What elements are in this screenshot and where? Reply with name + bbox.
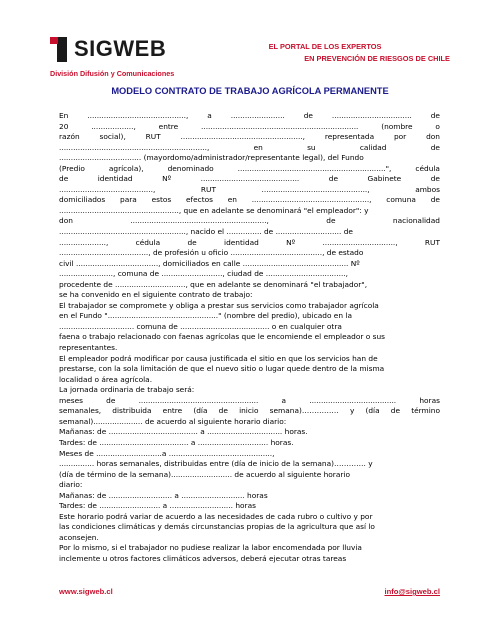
line-text: efectos bbox=[185, 195, 213, 205]
line-text: ......................., comuna de .........................., ciudad de .................................., bbox=[59, 269, 349, 279]
document-line bbox=[59, 417, 440, 428]
document-line bbox=[59, 449, 440, 460]
line-text: en bbox=[253, 142, 263, 152]
portal-tagline bbox=[200, 41, 450, 65]
line-text: semanal)..................... de acuerdo al siguiente horario diario: bbox=[59, 416, 287, 426]
line-text: denominado bbox=[167, 163, 214, 173]
line-text: .......................................... bbox=[200, 174, 300, 184]
line-text: ....................... bbox=[230, 111, 285, 120]
line-text: entre bbox=[162, 406, 183, 416]
document-line bbox=[59, 364, 440, 375]
website-link[interactable]: www.sigweb.cl bbox=[59, 587, 113, 596]
document-line bbox=[59, 174, 440, 185]
line-text: RUT bbox=[200, 184, 216, 194]
division-label: División Difusión y Comunicaciones bbox=[50, 69, 175, 78]
line-text: por bbox=[393, 132, 407, 142]
line-text: ...............................................................", bbox=[237, 163, 392, 173]
line-text: ................................... (mayordomo/administrador/representante legal), del Fundo bbox=[59, 153, 364, 163]
line-text: calidad bbox=[359, 142, 387, 152]
document-line bbox=[59, 396, 440, 407]
document-line bbox=[59, 269, 440, 280]
line-text: aconsejen. bbox=[59, 532, 99, 542]
line-text: agrícola), bbox=[108, 163, 144, 173]
document-line bbox=[59, 354, 440, 365]
line-text: de bbox=[303, 111, 313, 120]
line-text: ................................ comuna de ...................................... o en cualquier otra bbox=[59, 321, 342, 331]
line-text: Tardes: de ...................................... a .............................. horas. bbox=[59, 437, 294, 447]
line-text: distribuida bbox=[112, 406, 152, 416]
line-text: .................., bbox=[91, 121, 136, 131]
document-line bbox=[59, 111, 440, 122]
line-text: La jornada ordinaria de trabajo será: bbox=[59, 385, 195, 395]
line-text: El empleador podrá modificar por causa justificada el sitio en que los servicios han de bbox=[59, 353, 378, 363]
document-line bbox=[59, 385, 440, 396]
logo-mark-icon bbox=[50, 37, 72, 62]
line-text: En bbox=[59, 111, 69, 120]
portal-line-2: EN PREVENCIÓN DE RIESGOS DE CHILE bbox=[304, 54, 450, 63]
line-text: inclemente u otros factores climáticos adversos, deberá ejecutar otras tareas bbox=[59, 553, 347, 563]
line-text: ...................................................., bbox=[180, 132, 306, 142]
line-text: Nº bbox=[162, 174, 172, 184]
document-line bbox=[59, 522, 440, 533]
line-text: (Predio bbox=[59, 163, 85, 173]
line-text: El trabajador se compromete y obliga a prestar sus servicios como trabajador agrícola bbox=[59, 300, 379, 310]
line-text: ..................................................., que en adelante se denominará "el empleador": y bbox=[59, 205, 369, 215]
line-text: domiciliados bbox=[59, 195, 106, 205]
line-text: en bbox=[227, 195, 237, 205]
portal-line-1: EL PORTAL DE LOS EXPERTOS bbox=[268, 42, 382, 51]
line-text: ..................................... bbox=[309, 395, 397, 405]
logo-text: SIGWEB bbox=[74, 36, 167, 61]
line-text: ambos bbox=[415, 184, 440, 194]
line-text: civil ..................................., domiciliados en calle ............................................. Nº bbox=[59, 258, 360, 268]
document-body bbox=[59, 111, 440, 565]
line-text: de bbox=[326, 216, 336, 226]
line-text: Mañanas: de ........................... a ........................... horas bbox=[59, 490, 268, 500]
line-text: de bbox=[218, 406, 228, 416]
line-text: inicio bbox=[239, 406, 259, 416]
line-text: razón bbox=[59, 132, 80, 142]
line-text: semana)…………… bbox=[269, 406, 339, 416]
document-line bbox=[59, 248, 440, 259]
line-text: en el Fundo "..............................................." (nombre del predio), ubicado en la bbox=[59, 311, 352, 321]
document-line bbox=[59, 512, 440, 523]
line-text: término bbox=[411, 406, 440, 416]
line-text: de bbox=[59, 174, 69, 184]
line-text: nacionalidad bbox=[392, 216, 440, 226]
document-line bbox=[59, 533, 440, 544]
line-text: localidad o área agrícola. bbox=[59, 374, 153, 384]
line-text: de bbox=[430, 174, 440, 184]
line-text: ..............................................................., bbox=[59, 142, 210, 152]
line-text: .................................. bbox=[331, 111, 412, 120]
line-text: su bbox=[307, 142, 316, 152]
line-text: Meses de ............................a ............................................, bbox=[59, 448, 275, 458]
line-text: de bbox=[390, 406, 401, 416]
line-text: (nombre bbox=[381, 121, 413, 131]
line-text: (día bbox=[365, 406, 380, 416]
line-text: RUT bbox=[424, 237, 440, 247]
line-text: y bbox=[349, 406, 355, 416]
document-line bbox=[59, 259, 440, 270]
line-text: comuna bbox=[386, 195, 416, 205]
line-text: diario: bbox=[59, 480, 83, 490]
document-line bbox=[59, 375, 440, 386]
document-line bbox=[59, 185, 440, 196]
line-text: ...................., bbox=[59, 237, 109, 247]
document-line bbox=[59, 406, 440, 417]
line-text: o bbox=[435, 121, 440, 131]
line-text: ................................................................... bbox=[201, 121, 359, 131]
line-text: Por lo mismo, si el trabajador no pudiese realizar la labor encomendada por lluvia bbox=[59, 543, 362, 553]
line-text: Nº bbox=[286, 237, 296, 247]
line-text: ......................................, de profesión u oficio ......................................., de estado bbox=[59, 248, 364, 258]
document-line bbox=[59, 427, 440, 438]
line-text: de bbox=[106, 395, 116, 405]
line-text: de bbox=[430, 142, 440, 152]
line-text: semanales, bbox=[59, 406, 102, 416]
line-text: procedente de .............................., que en adelante se denominará "el trabajador", bbox=[59, 279, 368, 289]
line-text: Mañanas: de ...................................... a ................................ horas. bbox=[59, 427, 308, 437]
document-line bbox=[59, 301, 440, 312]
line-text: 20 bbox=[59, 121, 69, 131]
line-text: meses bbox=[59, 395, 83, 405]
line-text: ......................................................, nacido el ............... de ............................ de bbox=[59, 227, 353, 237]
document-line bbox=[59, 290, 440, 301]
document-line bbox=[59, 132, 440, 143]
line-text: don bbox=[426, 132, 440, 142]
document-line bbox=[59, 227, 440, 238]
line-text: .........................................., bbox=[87, 111, 189, 120]
line-text: a bbox=[207, 111, 212, 120]
line-text: ............................................., bbox=[261, 184, 370, 194]
line-text: de bbox=[187, 237, 197, 247]
line-text: representada bbox=[324, 132, 375, 142]
line-text: cédula bbox=[415, 163, 440, 173]
email-link[interactable]: info@sigweb.cl bbox=[384, 587, 440, 596]
document-line bbox=[59, 501, 440, 512]
line-text: entre bbox=[158, 121, 179, 131]
line-text: a bbox=[281, 395, 287, 405]
line-text: ........................................, bbox=[59, 184, 156, 194]
document-line bbox=[59, 143, 440, 154]
line-text: identidad bbox=[224, 237, 259, 247]
line-text: de bbox=[430, 111, 440, 120]
line-text: se ha convenido en el siguiente contrato de trabajo: bbox=[59, 290, 253, 300]
line-text: de bbox=[328, 174, 339, 184]
document-line bbox=[59, 480, 440, 491]
line-text: ................................................... bbox=[138, 395, 259, 405]
document-line bbox=[59, 238, 440, 249]
line-text: don bbox=[59, 216, 73, 226]
line-text: ..............................., bbox=[322, 237, 398, 247]
document-line bbox=[59, 153, 440, 164]
document-line bbox=[59, 122, 440, 133]
line-text: de bbox=[430, 195, 440, 205]
document-title: MODELO CONTRATO DE TRABAJO AGRÍCOLA PERMANENTE bbox=[111, 86, 389, 96]
document-line bbox=[59, 343, 440, 354]
document-line bbox=[59, 280, 440, 291]
document-line bbox=[59, 164, 440, 175]
line-text: cédula bbox=[135, 237, 161, 247]
document-line bbox=[59, 311, 440, 322]
line-text: .........................................................., bbox=[130, 216, 269, 226]
document-line bbox=[59, 216, 440, 227]
line-text: representantes. bbox=[59, 343, 118, 353]
document-line bbox=[59, 195, 440, 206]
line-text: .................................................., bbox=[251, 195, 372, 205]
document-line bbox=[59, 554, 440, 565]
document-line bbox=[59, 322, 440, 333]
line-text: para bbox=[120, 195, 137, 205]
document-line bbox=[59, 332, 440, 343]
document-line bbox=[59, 438, 440, 449]
document-line bbox=[59, 543, 440, 554]
line-text: (día bbox=[193, 406, 208, 416]
line-text: (día de término de la semana).......................... de acuerdo al siguiente horario bbox=[59, 469, 350, 479]
line-text: estos bbox=[151, 195, 172, 205]
line-text: social), bbox=[99, 132, 126, 142]
line-text: ............... horas semanales, distribuidas entre (día de inicio de la semana)…………. y bbox=[59, 459, 373, 469]
document-line bbox=[59, 206, 440, 217]
line-text: identidad bbox=[97, 174, 133, 184]
line-text: RUT bbox=[145, 132, 161, 142]
line-text: Tardes: de .......................... a ........................... horas bbox=[59, 501, 256, 511]
document-line bbox=[59, 491, 440, 502]
line-text: horas bbox=[419, 395, 440, 405]
line-text: prestarse, con la sola limitación de que el nuevo sitio o lugar quede dentro de la misma bbox=[59, 364, 385, 374]
sigweb-logo bbox=[50, 36, 166, 62]
line-text: faena o trabajo relacionado con faenas agrícolas que le encomiende el empleador o sus bbox=[59, 332, 386, 342]
line-text: las condiciones climáticas y demás circunstancias propias de la agricultura que así lo bbox=[59, 522, 375, 532]
line-text: Este horario podrá variar de acuerdo a las necesidades de cada rubro o cultivo y por bbox=[59, 511, 373, 521]
document-line bbox=[59, 470, 440, 481]
document-line bbox=[59, 459, 440, 470]
line-text: Gabinete bbox=[367, 174, 402, 184]
